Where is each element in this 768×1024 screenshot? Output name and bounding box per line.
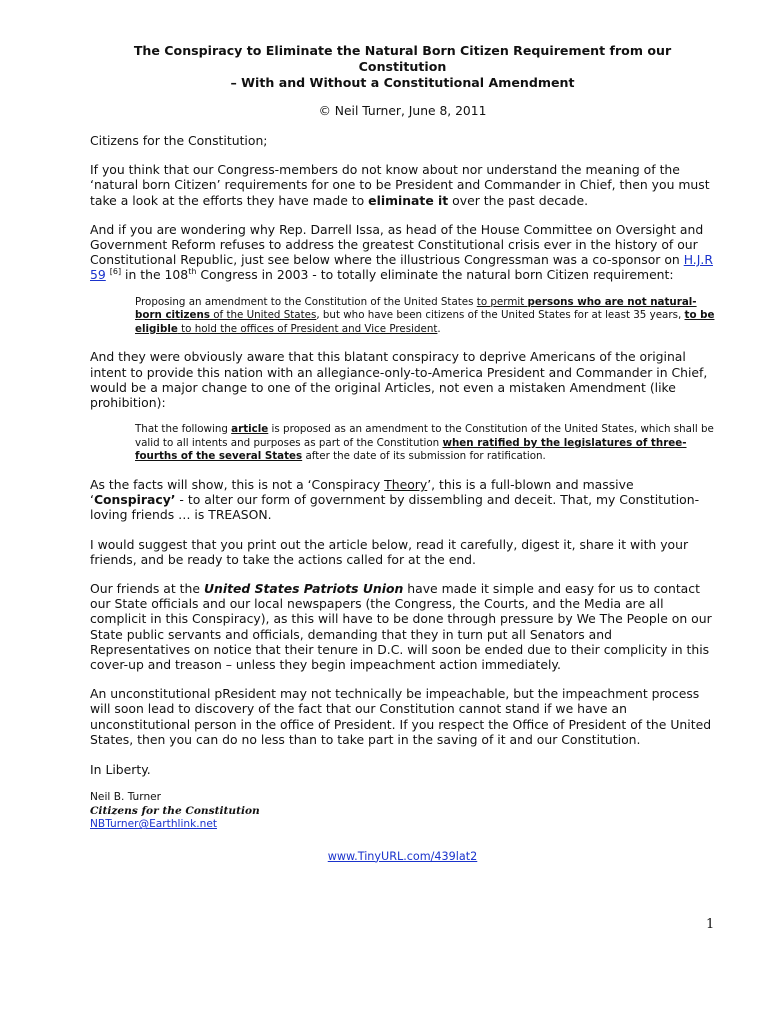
paragraph-2: And if you are wondering why Rep. Darrell Issa, as head of the House Committee on Oversight and Government Reform refuses to address the greatest Constitutional crisis ever in the history of our Constitutional Republic, just see below where the illustrious Congressman was a co-sponsor on H.J.R 59 [6] in the 108th Congress in 2003 - to totally eliminate the natural born Citizen requirement: — [90, 221, 713, 283]
block-quote-1: Proposing an amendment to the Constitution of the United States to permit persons who are not natural-born citizens of the United States, but who have been citizens of the United States for at least 35 years, to be eligible to hold the offices of President and Vice President. — [135, 295, 715, 335]
signature-organization: Citizens for the Constitution — [90, 804, 260, 817]
paragraph-1: If you think that our Congress-members do not know about nor understand the meaning of the ‘natural born Citizen’ requirements for one to be President and Commander in Chief, then you must take a look at the efforts they have made to eliminate it over the past decade. — [90, 162, 710, 208]
paragraph-6: Our friends at the United States Patriots Union have made it simple and easy for us to contact our State officials and our local newspapers (the Congress, the Courts, and the Media are all complicit in this Conspiracy), as this will have to be done through pressure by We The People on our State public servants and officials, demanding that they in turn put all Senators and Representatives on notice that their tenure in D.C. will soon be ended due to their complicity in this cover-up and treason – unless they begin impeachment action immediately. — [90, 581, 712, 673]
tinyurl-line — [90, 850, 715, 863]
tinyurl-link[interactable]: www.TinyURL.com/439lat2 — [327, 849, 478, 863]
footnote-ref: [6] — [109, 267, 122, 277]
document-title — [90, 43, 715, 91]
document-page — [90, 43, 715, 863]
paragraph-5: I would suggest that you print out the article below, read it carefully, digest it, share it with your friends, and be ready to take the actions called for at the end. — [90, 536, 689, 567]
title-line-1: The Conspiracy to Eliminate the Natural Born Citizen Requirement from our Constitution — [133, 43, 672, 74]
signature-block — [90, 791, 715, 832]
email-link[interactable]: NBTurner@Earthlink.net — [90, 818, 218, 831]
paragraph-7: An unconstitutional pResident may not technically be impeachable, but the impeachment process will soon lead to discovery of the fact that our Constitution cannot stand if we have an unconstitutional person in the office of President. If you respect the Office of President of the United States, then you can do no less than to take part in the saving of it and our Constitution. — [90, 686, 712, 747]
closing: In Liberty. — [90, 762, 151, 778]
block-quote-2: That the following article is proposed as an amendment to the Constitution of the United States, which shall be valid to all intents and purposes as part of the Constitution when ratified by the legislatures of three-fourths of the several States after the date of its submission for ratification. — [135, 423, 714, 463]
hjr59-link[interactable]: H.J.R 59 — [90, 252, 713, 283]
signature-name: Neil B. Turner — [90, 791, 162, 804]
paragraph-3: And they were obviously aware that this blatant conspiracy to deprive Americans of the original intent to provide this nation with an allegiance-only-to-America President and Commander in Chief, would be a major change to one of the original Articles, not even a mistaken Amendment (like prohibition): — [90, 349, 708, 411]
paragraph-4: As the facts will show, this is not a ‘Conspiracy Theory’, this is a full-blown and massive ‘Conspiracy’ - to alter our form of government by dissembling and deceit. That, my Constitution-loving friends … is TREASON. — [90, 477, 700, 523]
title-line-2: – With and Without a Constitutional Amendment — [230, 75, 575, 90]
page-number: 1 — [706, 917, 715, 932]
byline: © Neil Turner, June 8, 2011 — [318, 104, 487, 118]
salutation: Citizens for the Constitution; — [90, 133, 268, 148]
